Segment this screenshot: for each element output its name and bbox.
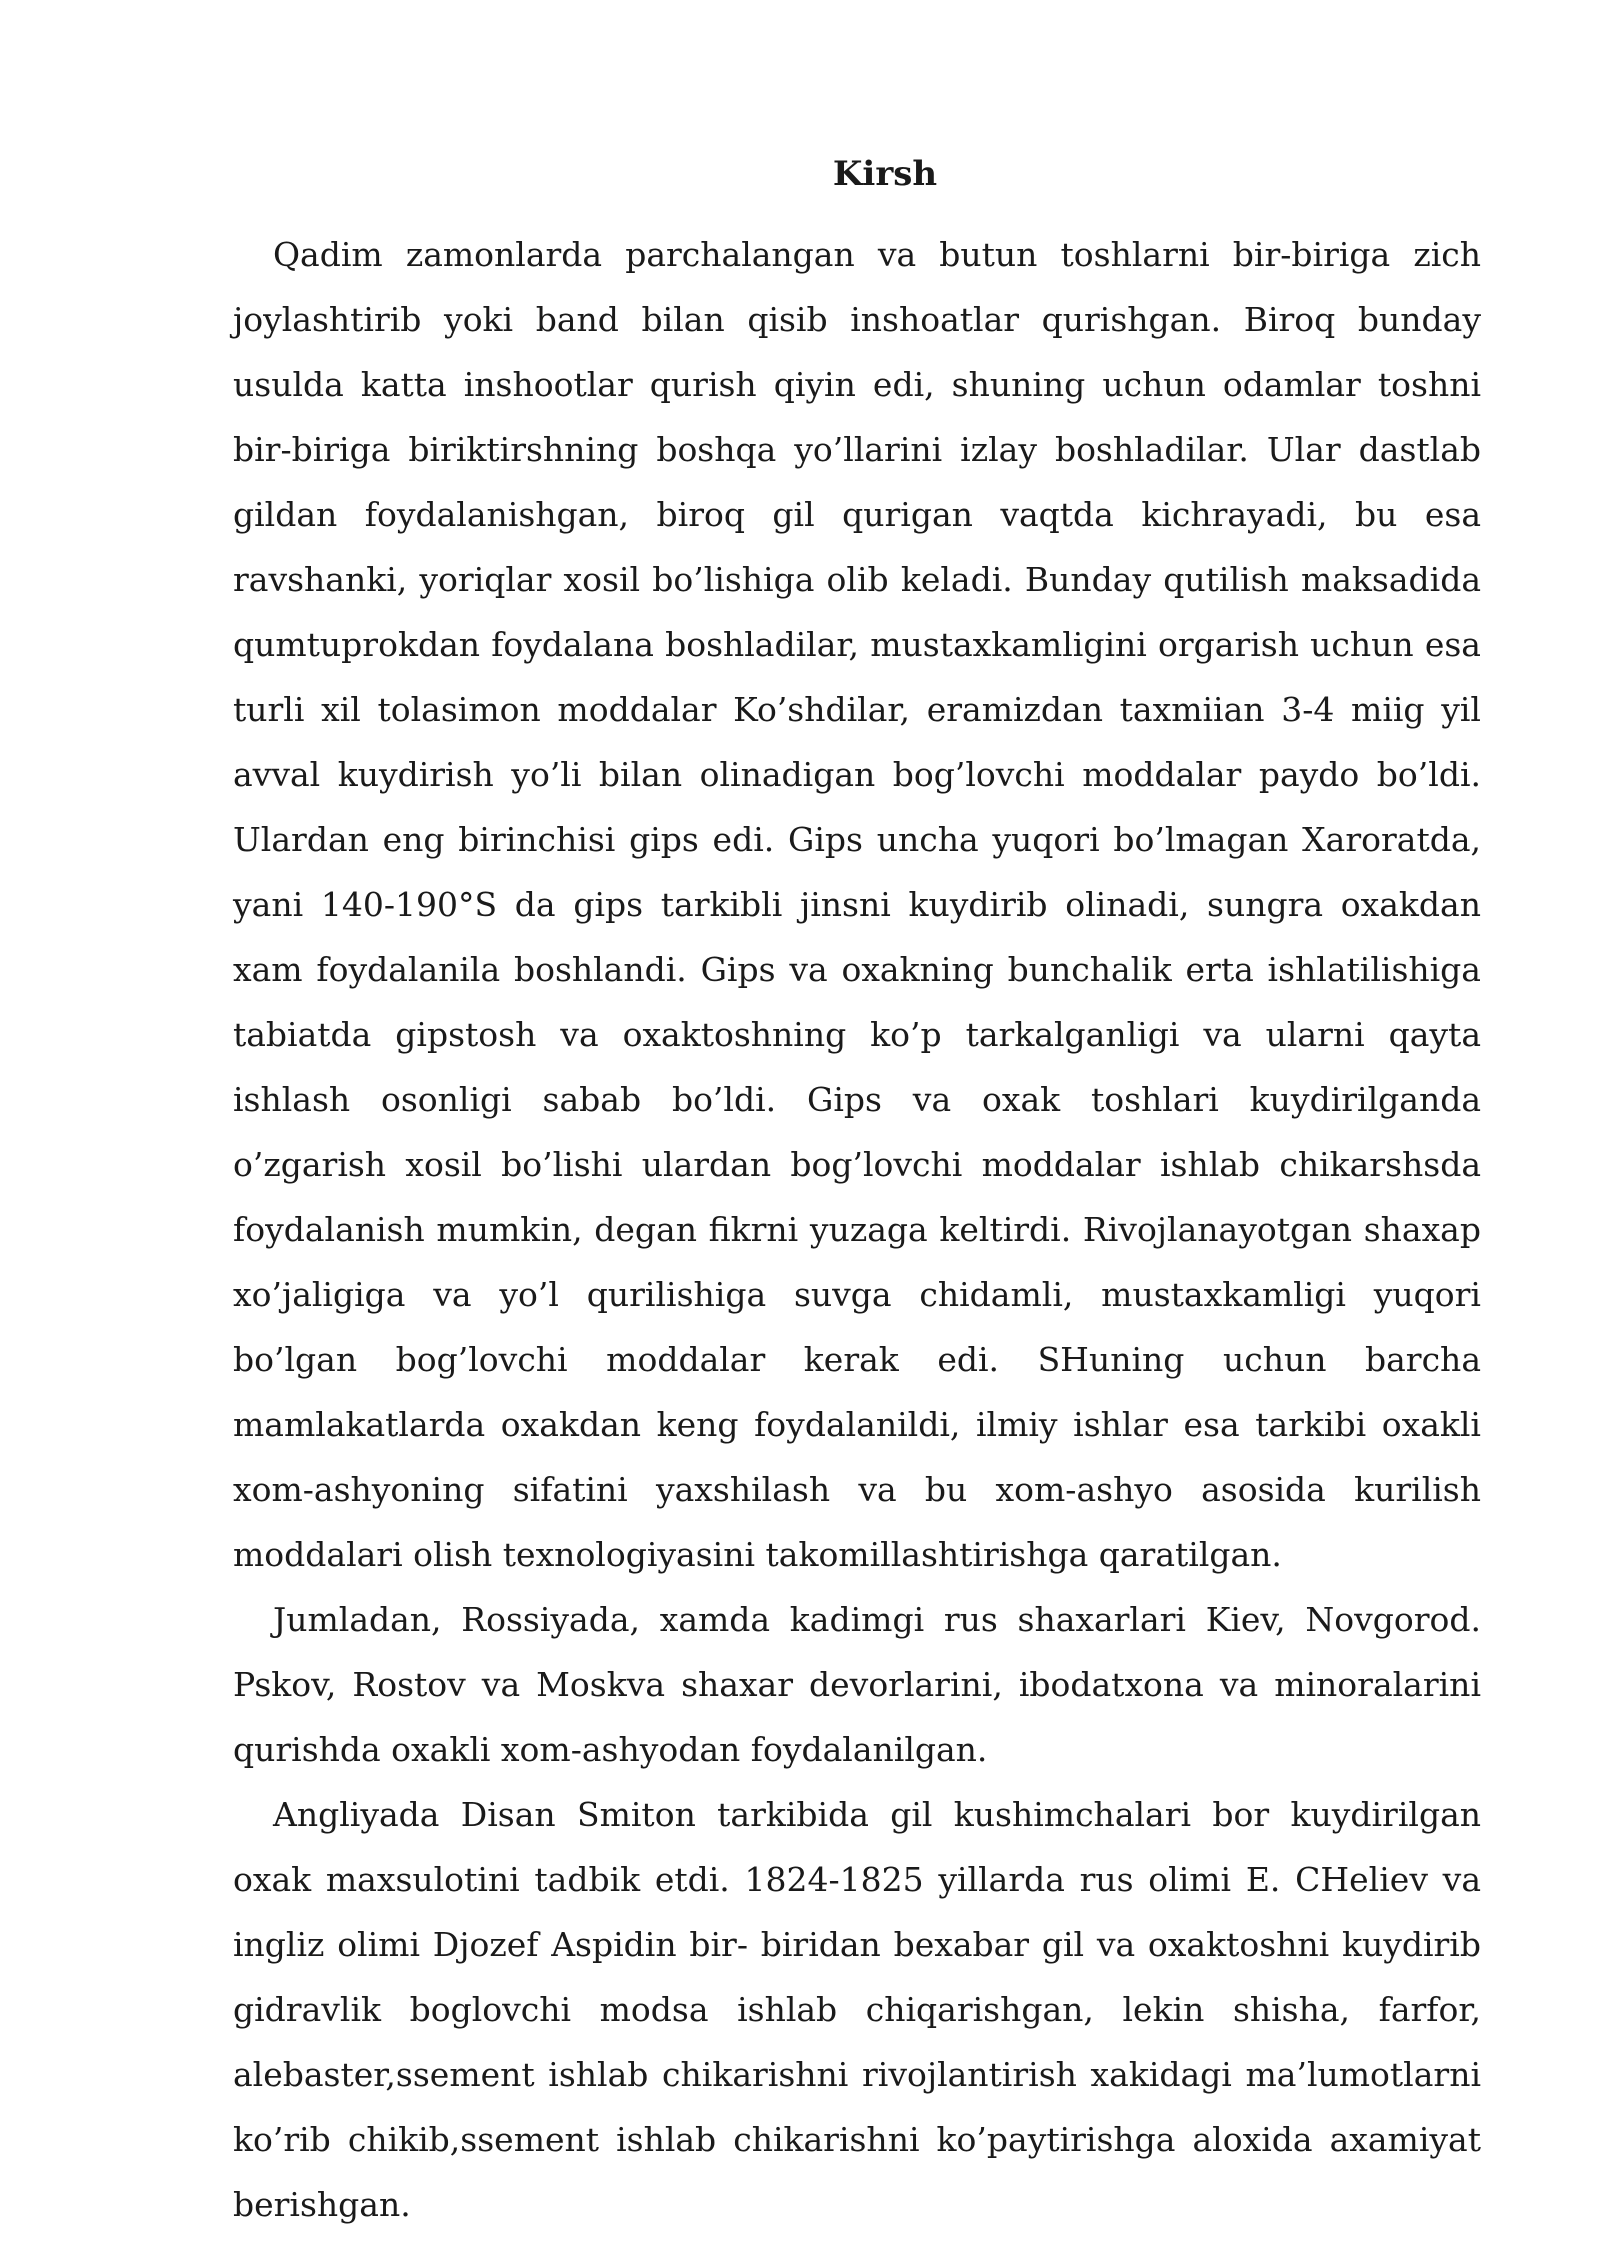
document-title: Kirsh bbox=[832, 154, 938, 194]
paragraph-england: Angliyada Disan Smiton tarkibida gil kushimchalari bor kuydirilgan oxak maxsulotini tadbik etdi. 1824-1825 yillarda rus olimi E. CHeliev va ingliz olimi Djozef Aspidin bir- biridan bexabar gil va oxaktoshni kuydirib gidravlik boglovchi modsa ishlab chiqarishgan, lekin shisha, farfor, alebaster,ssement ishlab chikarishni rivojlantirish xakidagi ma’lumotlarni ko’rib chikib,ssement ishlab chikarishni ko’paytirishga aloxida axamiyat berishgan. bbox=[233, 1795, 1481, 2224]
document-body bbox=[233, 148, 1481, 2237]
paragraph-russia: Jumladan, Rossiyada, xamda kadimgi rus shaxarlari Kiev, Novgorod. Pskov, Rostov va Moskva shaxar devorlarini, ibodatxona va minoralarini qurishda oxakli xom-ashyodan foydalanilgan. bbox=[233, 1600, 1481, 1769]
paragraph-intro: Qadim zamonlarda parchalangan va butun toshlarni bir-biriga zich joylashtirib yoki band bilan qisib inshoatlar qurishgan. Biroq bunday usulda katta inshootlar qurish qiyin edi, shuning uchun odamlar toshni bir-biriga biriktirshning boshqa yo’llarini izlay boshladilar. Ular dastlab gildan foydalanishgan, biroq gil qurigan vaqtda kichrayadi, bu esa ravshanki, yoriqlar xosil bo’lishiga olib keladi. Bunday qutilish maksadida qumtuprokdan foydalana boshladilar, mustaxkamligini orgarish uchun esa turli xil tolasimon moddalar Ko’shdilar, eramizdan taxmiian 3-4 miig yil avval kuydirish yo’li bilan olinadigan bog’lovchi moddalar paydo bo’ldi. Ulardan eng birinchisi gips edi. Gips uncha yuqori bo’lmagan Xaroratda, yani 140-190°S da gips tarkibli jinsni kuydirib olinadi, sungra oxakdan xam foydalanila boshlandi. Gips va oxakning bunchalik erta ishlatilishiga tabiatda gipstosh va oxaktoshning ko’p tarkalganligi va ularni qayta ishlash osonligi sabab bo’ldi. Gips va oxak toshlari kuydirilganda o’zgarish xosil bo’lishi ulardan bog’lovchi moddalar ishlab chikarshsda foydalanish mumkin, degan fikrni yuzaga keltirdi. Rivojlanayotgan shaxap xo’jaligiga va yo’l qurilishiga suvga chidamli, mustaxkamligi yuqori bo’lgan bog’lovchi moddalar kerak edi. SHuning uchun barcha mamlakatlarda oxakdan keng foydalanildi, ilmiy ishlar esa tarkibi oxakli xom-ashyoning sifatini yaxshilash va bu xom-ashyo asosida kurilish moddalari olish texnologiyasini takomillashtirishga qaratilgan. bbox=[233, 235, 1481, 1574]
